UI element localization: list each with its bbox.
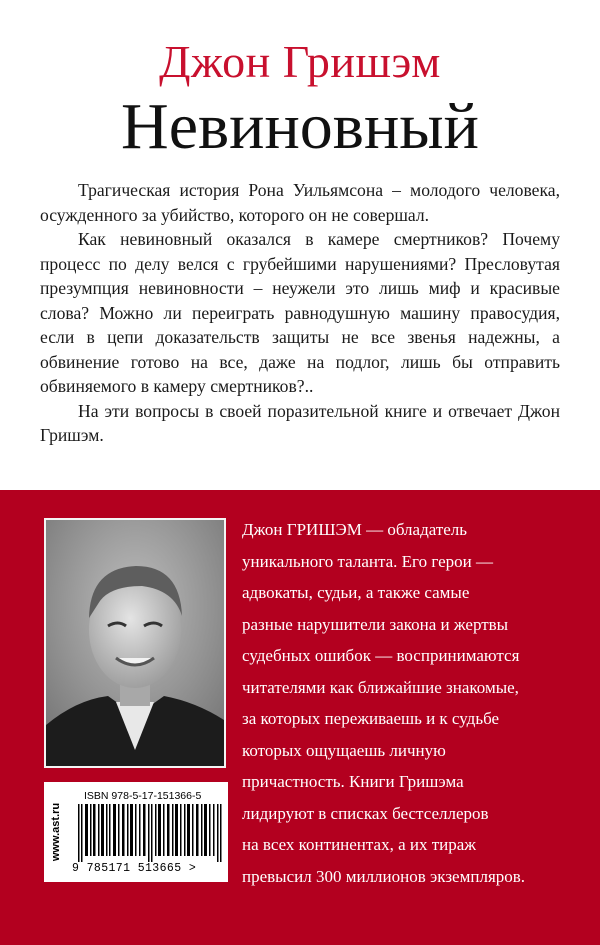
author-portrait-image [46, 520, 224, 766]
bio-line: на всех континентах, а их тираж [242, 835, 477, 854]
author-photo [44, 518, 226, 768]
isbn-number: ISBN 978-5-17-151366-5 [84, 790, 202, 802]
blurb-paragraph: На эти вопросы в своей поразительной книге и отвечает Джон Гришэм. [40, 400, 560, 445]
blurb-paragraph: Как невиновный оказался в камере смертников? Почему процесс по делу велся с грубейшими нарушениями? Пресловутая презумпция невиновности – неужели это лишь миф и красивые слова? Можно ли переиграть равнодушную машину правосудия, если в цепи доказательств защиты не все звенья надежны, а обвинение готово на все, даже на подлог, лишь бы отправить обвиняемого в камеру смертников?.. [40, 229, 560, 396]
bio-line: Джон ГРИШЭМ — обладатель [242, 520, 468, 539]
barcode-bars [78, 804, 222, 862]
barcode-digits: 9 785171 513665 > [72, 862, 197, 875]
bio-line: превысил 300 миллионов экземпляров. [242, 866, 526, 886]
bio-line: разные нарушители закона и жертвы [242, 614, 509, 634]
bio-line: читателями как ближайшие знакомые, [242, 677, 519, 697]
blurb-paragraph: Трагическая история Рона Уильямсона – молодого человека, осужденного за убийство, которого он не совершал. [40, 180, 560, 225]
author-name: Джон Гришэм [159, 36, 441, 87]
bio-line: судебных ошибок — воспринимаются [242, 646, 520, 665]
bio-line: уникального таланта. Его герои — [242, 551, 493, 571]
publisher-site-text: www.ast.ru [50, 802, 62, 862]
blurb-text [40, 178, 560, 448]
book-title: Невиновный [121, 90, 479, 163]
barcode-label [44, 782, 228, 882]
bio-line: причастность. Книги Гришэма [242, 772, 464, 791]
bio-line: адвокаты, судьи, а также самые [242, 583, 470, 602]
publisher-site [44, 782, 68, 882]
bio-line: лидируют в списках бестселлеров [242, 803, 489, 823]
author-bio [242, 514, 572, 892]
bio-line: которых ощущаешь личную [242, 740, 446, 760]
bio-line: за которых переживаешь и к судьбе [242, 709, 500, 728]
